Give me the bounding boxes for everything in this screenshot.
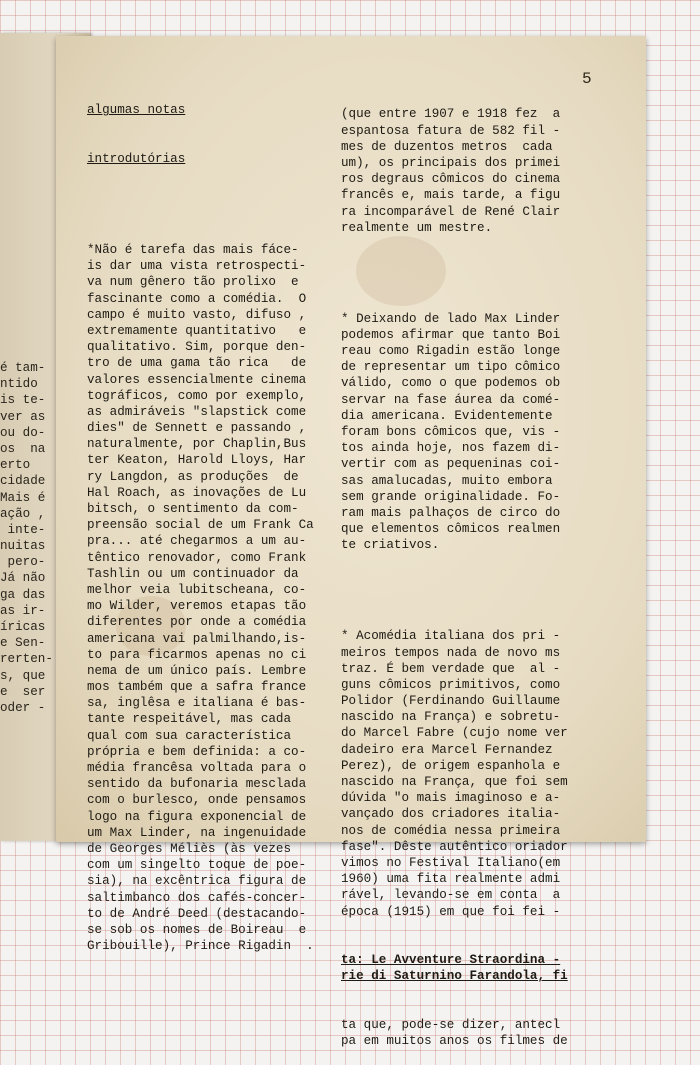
fragment-line: is te-	[0, 393, 46, 408]
text-line: com um singelto toque de poe-	[87, 858, 307, 873]
text-line: Gribouille), Prince Rigadin .	[87, 939, 314, 954]
fragment-line: ou do-	[0, 425, 46, 440]
text-line: pa em muitos anos os filmes de	[341, 1034, 568, 1049]
text-line: ta que, pode-se dizer, antecl	[341, 1017, 561, 1032]
text-line: * Acomédia italiana dos pri -	[341, 629, 561, 644]
fragment-line: os na	[0, 441, 46, 456]
text-line: as admiráveis "slapstick come	[87, 404, 307, 419]
text-line: rável, levando-se em conta a	[341, 888, 561, 903]
heading-line-2: introdutórias	[87, 152, 186, 166]
text-line: dia americana. Evidentemente	[341, 408, 553, 423]
text-line: dies" de Sennett e passando ,	[87, 421, 307, 436]
text-line: nascido na França, que foi sem	[341, 775, 568, 790]
text-line: nos de comédia nessa primeira	[341, 823, 561, 838]
text-line: fascinante como a comédia. O	[87, 291, 307, 306]
paragraph-clair	[341, 106, 581, 236]
text-line: francês e, mais tarde, a figu	[341, 188, 561, 203]
fragment-line: ntido	[0, 377, 38, 392]
text-line: traz. É bem verdade que al -	[341, 661, 561, 676]
fragment-line: íricas	[0, 620, 46, 634]
text-line: média francêsa voltada para o	[87, 761, 307, 775]
fragment-line: pero-	[0, 555, 46, 570]
text-line: guns cômicos primitivos, como	[341, 677, 561, 692]
text-line: va num gênero tão prolixo e	[87, 275, 299, 290]
text-line: sia), na excêntrica figura de	[87, 874, 307, 889]
text-line: têntico renovador, como Frank	[87, 550, 307, 565]
text-line: * Deixando de lado Max Linder	[341, 311, 561, 326]
text-line: logo na figura exponencial de	[87, 809, 307, 824]
fragment-line: e Sen-	[0, 636, 46, 651]
text-line: de representar um tipo cômico	[341, 360, 561, 375]
text-line: americana vai palmilhando,is-	[87, 631, 307, 646]
text-line: foram bons cômicos que, vis -	[341, 425, 561, 440]
fragment-line: ação ,	[0, 506, 46, 521]
text-line: dúvida "o mais imaginoso e a-	[341, 791, 561, 806]
paragraph-italian-comedy-end	[341, 1017, 581, 1049]
fragment-line: é tam-	[0, 361, 46, 375]
text-line: podemos afirmar que tanto Boi	[341, 327, 561, 342]
fragment-line: cidade	[0, 474, 46, 489]
text-line: fase". Dêste autêntico oriador	[341, 839, 568, 854]
text-line: um), os principais dos primei	[341, 155, 561, 170]
text-line: Tashlin ou um continuador da	[87, 566, 299, 581]
text-line: válido, como o que podemos ob	[341, 376, 561, 391]
text-line: preensão social de um Frank Ca	[87, 518, 314, 533]
text-line: campo é muito vasto, difuso ,	[87, 307, 307, 322]
page-number: 5	[582, 70, 592, 88]
text-line: tro de uma gama tão rica de	[87, 356, 307, 371]
text-line: melhor veia lubitscheana, co-	[87, 582, 307, 597]
text-line: própria e bem definida: a co-	[87, 744, 307, 759]
previous-page-text	[0, 360, 62, 716]
heading-line-1: algumas notas	[87, 103, 186, 118]
text-line: ter Keaton, Harold Lloys, Har	[87, 453, 307, 468]
text-line: qual com sua característica	[87, 728, 292, 743]
text-line: saltimbanco dos cafés-concer-	[87, 890, 307, 905]
text-line: nema de um único país. Lembre	[87, 663, 307, 678]
text-line: mo Wilder, veremos etapas tão	[87, 599, 307, 614]
text-line: Perez), de origem espanhola e	[341, 758, 561, 773]
text-line: pra... até chegarmos a um au-	[87, 534, 307, 549]
left-column-body	[87, 242, 327, 954]
text-line: espantosa fatura de 582 fil -	[341, 123, 561, 138]
left-text-column	[87, 70, 327, 970]
text-line: do Marcel Fabre (cujo nome ver	[341, 726, 568, 741]
text-line: bitsch, o sentimento da com-	[87, 502, 299, 516]
right-text-column	[341, 74, 581, 1065]
fragment-line: inte-	[0, 522, 46, 537]
text-line: 1960) uma fita realmente admi	[341, 872, 561, 887]
text-line: época (1915) em que foi fei -	[341, 904, 561, 919]
film-title-lines	[341, 952, 581, 984]
text-line: te criativos.	[341, 538, 440, 553]
text-line: que elementos cômicos realmen	[341, 522, 561, 537]
text-line: com o burlesco, onde pensamos	[87, 793, 307, 808]
fragment-line: e ser	[0, 684, 46, 699]
film-title-line: ta: Le Avventure Straordina -	[341, 953, 561, 968]
text-line: naturalmente, por Chaplin,Bus	[87, 437, 307, 452]
fragment-line: ga das	[0, 587, 46, 602]
text-line: reau como Rigadin estão longe	[341, 344, 561, 359]
fragment-line: s, que	[0, 668, 46, 683]
text-line: ros degraus cômicos do cinema	[341, 172, 561, 187]
text-line: de Georges Méliès (às vezes	[87, 841, 292, 856]
text-line: mos também que a safra france	[87, 680, 307, 695]
text-line: realmente um mestre.	[341, 220, 493, 235]
text-line: se sob os nomes de Boireau e	[87, 922, 307, 937]
film-title-line: rie di Saturnino Farandola, fi	[341, 969, 568, 984]
text-line: sa, inglêsa e italiana é bas-	[87, 696, 307, 711]
text-line: to para ficarmos apenas no ci	[87, 647, 307, 662]
text-line: Hal Roach, as inovações de Lu	[87, 485, 307, 500]
text-line: diferentes por onde a comédia	[87, 615, 307, 630]
text-line: ra incomparável de René Clair	[341, 204, 561, 219]
text-line: sas amalucadas, muito embora	[341, 473, 553, 488]
fragment-line: oder -	[0, 700, 46, 715]
text-line: dadeiro era Marcel Fernandez	[341, 742, 553, 757]
text-line: nascido na França) e sobretu-	[341, 710, 561, 725]
fragment-line: ver as	[0, 409, 46, 424]
text-line: extremamente quantitativo e	[87, 323, 307, 338]
text-line: tante respeitável, mas cada	[87, 712, 292, 727]
text-line: um Max Linder, na ingenuidade	[87, 825, 307, 840]
text-line: sem grande originalidade. Fo-	[341, 489, 561, 504]
fragment-line: Mais é	[0, 490, 46, 505]
fragment-line: nuitas	[0, 539, 46, 554]
fragment-line: Já não	[0, 571, 46, 586]
paragraph-linder	[341, 311, 581, 554]
fragment-line: as ir-	[0, 603, 46, 618]
text-line: ry Langdon, as produções de	[87, 469, 299, 484]
text-line: tos ainda hoje, nos fazem di-	[341, 441, 561, 456]
text-line: (que entre 1907 e 1918 fez a	[341, 107, 561, 122]
text-line: meiros tempos nada de novo ms	[341, 645, 561, 660]
text-line: to de André Deed (destacando-	[87, 906, 307, 921]
text-line: ram mais palhaços de circo do	[341, 505, 561, 520]
paragraph-italian-comedy	[341, 628, 581, 919]
text-line: tográficos, como por exemplo,	[87, 388, 307, 403]
fragment-line: erto	[0, 458, 31, 473]
text-line: vançado dos criadores italia-	[341, 807, 561, 822]
text-line: *Não é tarefa das mais fáce-	[87, 243, 299, 257]
text-line: vimos no Festival Italiano(em	[341, 855, 561, 870]
text-line: qualitativo. Sim, porque den-	[87, 340, 307, 355]
text-line: sentido da bufonaria mesclada	[87, 777, 307, 792]
text-line: vertir com as pequeninas coi-	[341, 457, 561, 472]
fragment-line: rerten-	[0, 652, 53, 667]
text-line: Polidor (Ferdinando Guillaume	[341, 694, 561, 709]
text-line: valores essencialmente cinema	[87, 372, 307, 387]
text-line: is dar uma vista retrospecti-	[87, 259, 307, 274]
text-line: servar na fase áurea da comé-	[341, 392, 561, 407]
text-line: mes de duzentos metros cada	[341, 139, 553, 154]
